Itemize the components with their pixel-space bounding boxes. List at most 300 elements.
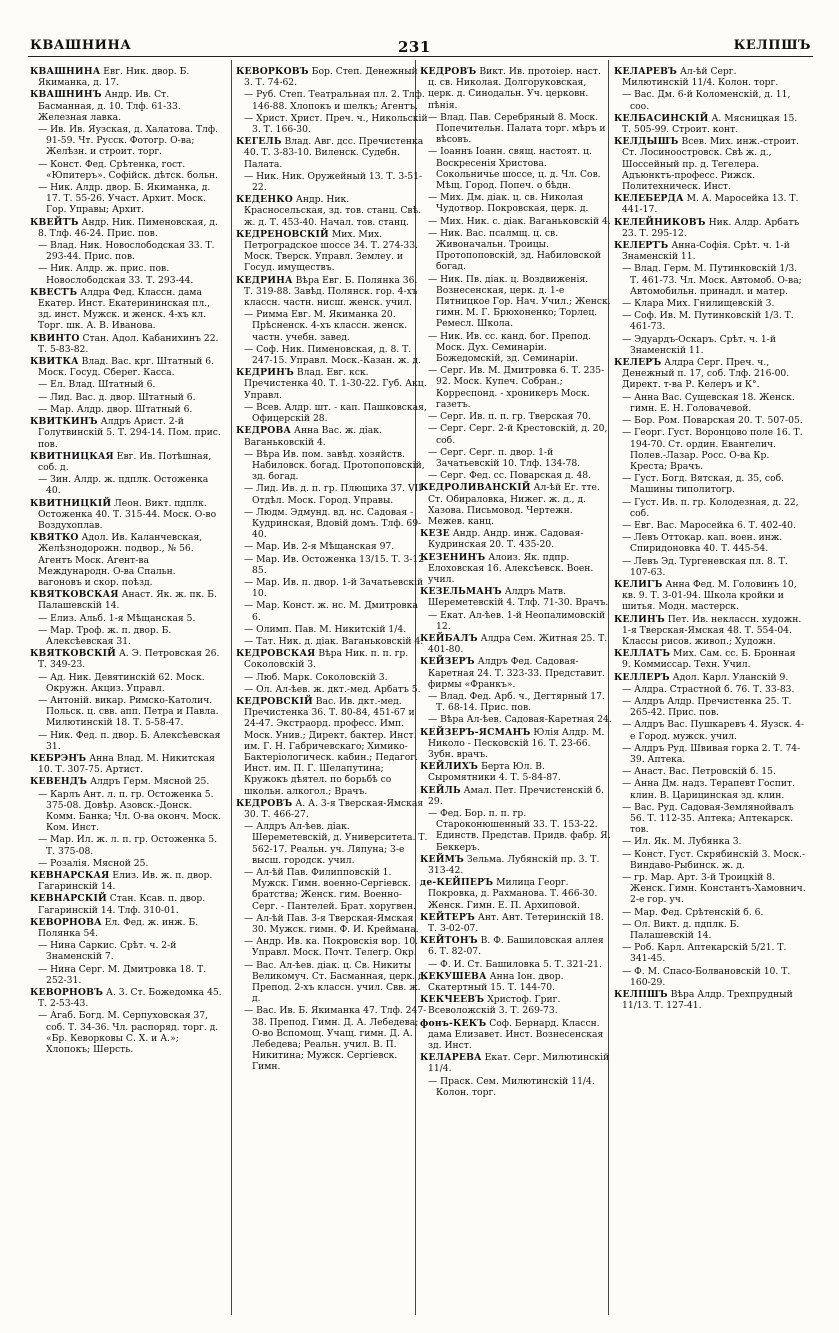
entry-text: Андр. Ник. Пименовская, д. 8. Тлф. 46-24. Прис. пов. xyxy=(38,216,218,239)
sub-entry xyxy=(614,836,806,847)
entry-text: Ант. Ант. Тетеринскій 18. Т. 3-02-07. xyxy=(428,911,604,935)
entry-text: — Іоаннъ Іоанн. свящ. настоят. ц. Воскресенія Христова. Сокольничье шоссе, ц. д. Чл. Сов. Мѣщ. Город. Попеч. о бѣдн. xyxy=(428,146,601,192)
directory-entry xyxy=(236,136,428,170)
sub-entry xyxy=(614,849,806,871)
entry-text: — Ник. Ив. сс. канд. бог. Препод. Моск. Дух. Семинаріи. Божедомскій, зд. Семинаріи. xyxy=(428,330,592,365)
entry-text: М. А. Маросейка 13. Т. 441-17. xyxy=(622,193,799,216)
entry-text: — Мар. Ив. п. двор. 1-й Зачатьевскій 10. xyxy=(244,576,424,600)
entry-text: — Вас. Ал-ѣев. діак. ц. Св. Никиты Великомуч. Ст. Басманная, церк. д. Препод. 2-хъ классн. учил. Свв. ж. д. xyxy=(244,959,427,1005)
entry-text: — Тат. Ник. д. діак. Ваганьковскій 4. xyxy=(244,635,424,647)
entry-text: — Агаб. Богд. М. Серпуховская 37, соб. Т. 34-36. Чл. распоряд. торг. д. «Бр. Кеворковы С. Х. и А.»; Хлопокъ; Шерсть. xyxy=(38,1010,219,1056)
sub-entry xyxy=(236,309,428,343)
entry-text: Алдра Фед. Классн. дама Екатер. Инст. Екатерининская пл., зд. инст. Мужск. и женск. 4-хъ кл. Торг. шк. А. В. Иванова. xyxy=(38,286,211,332)
entry-text: Анна Влад. М. Никитская 10. Т. 307-75. Артист. xyxy=(38,752,215,776)
entry-text: — Влад. Ник. Новослободская 33. Т. 293-44. Прис. пов. xyxy=(38,240,215,263)
entry-surname: КЕГЕЛЬ xyxy=(236,136,282,148)
entry-text: — Густ. Богд. Вятская, д. 35, соб. Машины типолитогр. xyxy=(622,473,785,496)
running-head-left: КВАШНИНА xyxy=(30,38,132,53)
entry-text: Алдръ Матв. Шереметевскій 4. Тлф. 71-30. Врачъ. xyxy=(428,586,609,609)
entry-text: — Серг. Фед. сс. Поварская д. 48. xyxy=(428,470,592,482)
entry-surname: КЕДРОВЪ xyxy=(236,797,293,809)
entry-surname: КЕЙЛИХЪ xyxy=(420,761,479,773)
sub-entry xyxy=(236,344,428,366)
sub-entry xyxy=(614,919,806,941)
entry-surname: КЕДРОВСКАЯ xyxy=(236,648,316,660)
entry-text: — Анна Дм. надз. Терапевт Госпит. клин. В. Царицинская зд. клин. xyxy=(622,778,795,801)
entry-text: — Мар. Фед. Срѣтенскій б. 6. xyxy=(622,906,764,918)
entry-text: Стан. Ксав. п. двор. Гагаринскій 14. Тлф. 310-01. xyxy=(38,893,206,916)
entry-text: Вас. Ив. дкт.-мед. Пречистенка 36. Т. 80-84, 451-67 и 24-47. Экстраорд. професс. Имп. Моск. Унив.; Директ. бактер. Инст. им. Г. Н. Габричевскаго; Химико-Бактеріологическ. кабин.; Педагог. Инст. им. П. Г. Шелапутина; Кружокъ дѣятел. по борьбѣ со школьн. алкогол.; Врачъ. xyxy=(244,695,418,797)
sub-entry xyxy=(614,298,806,309)
directory-entry xyxy=(30,870,222,892)
sub-entry xyxy=(30,263,222,285)
entry-surname: КЕВОРКОВЪ xyxy=(236,66,309,77)
entry-text: — Ив. Ив. Яузская, д. Халатова. Тлф. 91-59. Чт. Русск. Фотогр. О-ва; Желѣзн. и строит. торг. xyxy=(38,124,219,158)
entry-text: Зельма. Лубянскій пр. 3. Т. 313-42. xyxy=(428,853,600,877)
entry-text: — Нина Серг. М. Дмитровка 18. Т. 252-31. xyxy=(38,963,207,986)
entry-surname: КЕБРЭНЪ xyxy=(30,752,87,764)
entry-surname: КЕЛИНЪ xyxy=(614,613,665,625)
directory-entry xyxy=(30,89,222,123)
sub-entry xyxy=(420,331,612,365)
entry-text: — Мар. Ив. Остоженка 13/15. Т. 3-12-85. xyxy=(244,553,428,576)
entry-text: Андр. Андр. инж. Садовая-Кудринская 20. Т. 435-20. xyxy=(428,528,584,551)
entry-text: Влад. Вас. крг. Штатный 6. Моск. Госуд. Сберег. Касса. xyxy=(38,356,215,379)
entry-surname: КЕЗЕНИНЪ xyxy=(420,551,486,563)
directory-entry xyxy=(30,416,222,450)
running-head-right: КЕЛПШЪ xyxy=(733,38,811,53)
entry-text: Леон. Викт. пдплк. Остоженка 40. Т. 315-44. Моск. О-во Воздухоплав. xyxy=(38,497,217,531)
entry-surname: КЕЙТОНЪ xyxy=(420,935,478,947)
entry-text: Адол. Карл. Уланскій 9. xyxy=(669,671,789,683)
directory-entry xyxy=(30,917,222,939)
entry-text: — гр. Мар. Арт. 3-й Троицкій 8. Женск. Гимн. Константъ-Хамовнич. 2-е гор. уч. xyxy=(622,872,806,906)
entry-text: — Вас. Руд. Садовая-Землянойвалъ 56. Т. 112-35. Аптека; Аптекарск. тов. xyxy=(622,801,794,836)
sub-entry xyxy=(614,696,806,718)
entry-text: — Праск. Сем. Милютинскій 11/4. Колон. торг. xyxy=(428,1075,595,1098)
entry-text: — Ник. Пв. діак. ц. Воздвиженія. Вознесенская, церк. д. 1-е Пятницкое Гор. Нач. Учил.; Женск. гимн. М. Г. Брюхоненко; Торлец. Ремесл. Школа. xyxy=(428,273,611,330)
entry-text: — Влад. Фед. Арб. ч., Дегтярный 17. Т. 68-14. Прис. пов. xyxy=(428,690,605,714)
entry-surname: КВАШНИНА xyxy=(30,66,101,77)
entry-text: — Мих. Ник. с. діак. Ваганьковскій 4. xyxy=(428,215,611,227)
entry-text: Влад. Евг. кск. Пречистенка 40. Т. 1-30-22. Губ. Акц. Управл. xyxy=(244,367,427,401)
sub-entry xyxy=(614,427,806,472)
directory-entry xyxy=(420,971,612,993)
entry-surname: КЕДРОВА xyxy=(236,425,292,437)
sub-entry xyxy=(420,808,612,853)
directory-entry xyxy=(420,935,612,957)
sub-entry xyxy=(30,474,222,496)
directory-entry xyxy=(236,229,428,274)
sub-entry xyxy=(420,610,612,632)
entry-text: Амал. Пет. Пречистенскій б. 29. xyxy=(428,784,604,807)
sub-entry xyxy=(420,146,612,191)
entry-text: Берта Юл. В. Сыромятники 4. Т. 5-84-87. xyxy=(428,761,561,784)
sub-entry xyxy=(614,520,806,531)
entry-text: — Нина Саркис. Срѣт. ч. 2-й Знаменскій 7. xyxy=(38,940,177,963)
sub-entry xyxy=(420,959,612,970)
entry-text: Евг. Ник. двор. Б. Якиманка, д. 17. xyxy=(38,66,190,89)
entry-surname: КЕЙЗЕРЪ-ЯСМАНЪ xyxy=(420,726,531,738)
entry-surname: КВЯТКОВСКАЯ xyxy=(30,589,119,601)
entry-text: — Анаст. Вас. Петровскій б. 15. xyxy=(622,766,776,778)
entry-text: Вѣра Алдр. Трехпрудный 11/13. Т. 127-41. xyxy=(622,989,793,1012)
directory-entry xyxy=(420,656,612,690)
sub-entry xyxy=(614,497,806,519)
entry-text: Соф. Бернард. Классн. дама Елизавет. Инст. Вознесенская зд. Инст. xyxy=(428,1017,604,1052)
entry-text: Бор. Степ. Денежный 3. Т. 74-62. xyxy=(244,66,418,89)
sub-entry xyxy=(420,365,612,410)
entry-surname: КЕЛДЫШЪ xyxy=(614,136,679,148)
entry-text: — Алдръ Вас. Пушкаревъ 4. Яузск. 4-е Город. мужск. учил. xyxy=(622,719,805,742)
sub-entry xyxy=(236,171,428,193)
entry-text: — Ил. Як. М. Лубянка 3. xyxy=(622,836,742,848)
sub-entry xyxy=(236,684,428,695)
entry-text: — Левъ Оттокар. кап. воен. инж. Спиридоновка 40. Т. 445-54. xyxy=(622,532,783,555)
entry-surname: КЕВНАРСКАЯ xyxy=(30,870,110,882)
entry-surname: КЕЙТЕРЪ xyxy=(420,911,475,923)
directory-entry xyxy=(614,217,806,239)
sub-entry xyxy=(614,532,806,554)
entry-text: — Мар. Троф. ж. п. двор. Б. Алексѣевская 31. xyxy=(38,624,172,647)
sub-entry xyxy=(614,263,806,297)
sub-entry xyxy=(614,334,806,356)
sub-entry xyxy=(236,1005,428,1072)
entry-text: — Ел. Влад. Штатный 6. xyxy=(38,379,156,391)
directory-entry xyxy=(420,912,612,934)
entry-text: Алдръ Герм. Мясной 25. xyxy=(87,776,210,788)
column-2 xyxy=(236,66,428,1321)
directory-entry xyxy=(614,672,806,683)
directory-entry xyxy=(614,579,806,613)
entry-text: Адол. Ив. Каланчевская, Желѣзнодорожн. подвор., № 56. Агентъ Моск. Агент-ва Международн. О-ва Спальн. вагоновъ и скор. поѣзд. xyxy=(38,532,203,588)
directory-entry xyxy=(30,356,222,378)
directory-entry xyxy=(420,994,612,1016)
directory-entry xyxy=(614,113,806,135)
entry-text: — Алдръ Руд. Швивая горка 2. Т. 74-39. Аптека. xyxy=(622,742,801,765)
entry-text: Ел. Фед. ж. инж. Б. Полянка 54. xyxy=(38,916,199,940)
directory-entry xyxy=(236,696,428,797)
entry-text: — Андр. Ив. ка. Покровскія вор. 10. Управл. Моск. Почт. Телегр. Окр. xyxy=(244,936,419,959)
entry-surname: КЕЛЕРЪ xyxy=(614,357,662,369)
directory-entry xyxy=(614,136,806,192)
sub-entry xyxy=(420,228,612,273)
sub-entry xyxy=(614,942,806,964)
entry-surname: КВИНТО xyxy=(30,332,80,344)
entry-text: Викт. Ив. протоіер. наст. ц. св. Николая. Долгоруковская, церк. д. Синодальн. Уч. церковн. пѣнія. xyxy=(428,66,601,111)
sub-entry xyxy=(614,556,806,578)
entry-text: Христоф. Григ. Всеволожскій 3. Т. 269-73. xyxy=(428,994,561,1017)
sub-entry xyxy=(236,624,428,635)
sub-entry xyxy=(236,936,428,958)
entry-surname: КЕКУШЕВА xyxy=(420,970,487,982)
entry-surname: КЕДРЕНОВСКІЙ xyxy=(236,228,329,240)
directory-entry xyxy=(30,333,222,355)
entry-text: — Алдръ Алдр. Пречистенка 25. Т. 265-42. Прис. пов. xyxy=(622,695,792,719)
sub-entry xyxy=(30,240,222,262)
sub-entry xyxy=(236,402,428,424)
entry-text: В. Ф. Башиловская аллея 6. Т. 82-07. xyxy=(428,935,604,958)
directory-entry xyxy=(30,451,222,473)
entry-surname: КЕЛЕРТЪ xyxy=(614,240,669,252)
sub-entry xyxy=(614,684,806,695)
sub-entry xyxy=(30,392,222,403)
entry-surname: КЕДРИНА xyxy=(236,274,293,286)
sub-entry xyxy=(614,802,806,836)
entry-text: — Серг. Серг. п. двор. 1-й Зачатьевскій 10. Тлф. 134-78. xyxy=(428,446,581,469)
sub-entry xyxy=(420,691,612,713)
entry-text: — Екат. Ал-ѣев. 1-й Неопалимовскій 12. xyxy=(428,609,606,632)
entry-text: — Ник. Ник. Оружейный 13. Т. 3-51-22. xyxy=(244,170,423,194)
column-4 xyxy=(614,66,806,1321)
entry-text: — Конст. Фед. Срѣтенка, гост. «Юпитеръ». Софійск. дѣтск. больн. xyxy=(38,158,219,181)
entry-surname: КВЕСТЪ xyxy=(30,286,78,298)
directory-entry xyxy=(420,854,612,876)
sub-entry xyxy=(614,392,806,414)
sub-entry xyxy=(614,966,806,988)
directory-entry xyxy=(614,614,806,648)
entry-surname: фонъ-КЕКЪ xyxy=(420,1017,487,1029)
entry-text: Вѣра Евг. Б. Полянка 36. Т. 319-88. Завѣд. Полянск. гор. 4-хъ классн. частн. нисш. женск. учил. xyxy=(244,274,418,309)
entry-text: — Мар. Ив. 2-я Мѣщанская 97. xyxy=(244,541,395,553)
entry-text: — Руб. Степ. Театральная пл. 2. Тлф. 146-88. Хлопокъ и шелкъ; Агентъ. xyxy=(244,89,425,112)
sub-entry xyxy=(30,858,222,869)
entry-text: — Клара Мих. Гнилищевскій 3. xyxy=(622,298,775,310)
sub-entry xyxy=(30,124,222,158)
entry-surname: КЕЛЛАТЪ xyxy=(614,648,671,660)
sub-entry xyxy=(236,507,428,541)
sub-entry xyxy=(30,379,222,390)
entry-surname: КЕЙБАЛЪ xyxy=(420,632,478,644)
entry-text: — Серг. Ив. п. п. гр. Тверская 70. xyxy=(428,411,591,423)
entry-surname: КЕДРОЛИВАНСКІЙ xyxy=(420,482,531,494)
entry-text: — Мар. Алдр. двор. Штатный 6. xyxy=(38,403,193,415)
sub-entry xyxy=(30,625,222,647)
sub-entry xyxy=(236,113,428,135)
entry-text: Всев. Мих. инж.-строит. Ст. Лосиноостровск. Свѣ ж. д., Шоссейный пр. д. Тегелера. Адъюнктъ-професс. Рижск. Политехническ. Инст. xyxy=(622,136,799,193)
sub-entry xyxy=(236,541,428,552)
directory-entry xyxy=(30,66,222,88)
entry-text: Стан. Адол. Кабанихинъ 22. Т. 5-83-82. xyxy=(38,332,219,355)
entry-text: — Анна Вас. Сущевская 18. Женск. гимн. Е. Н. Головачевой. xyxy=(622,391,795,414)
sub-entry xyxy=(236,913,428,935)
directory-entry xyxy=(420,482,612,527)
entry-text: — Ф. М. Спасо-Болвановскій 10. Т. 160-29. xyxy=(622,965,791,988)
directory-entry xyxy=(614,648,806,670)
entry-text: — Конст. Густ. Скрябинскій 3. Моск.-Виндаво-Рыбинск. ж. д. xyxy=(622,848,806,871)
sub-entry xyxy=(420,192,612,214)
directory-entry xyxy=(420,1052,612,1074)
directory-entry xyxy=(614,240,806,262)
directory-entry xyxy=(420,761,612,783)
entry-surname: КЕЛЕЙНИКОВЪ xyxy=(614,216,706,228)
directory-entry xyxy=(236,367,428,401)
entry-text: Анна-Софія. Срѣт. ч. 1-й Знаменскій 11. xyxy=(622,240,790,263)
entry-text: — Роб. Карл. Аптекарскій 5/21. Т. 341-45. xyxy=(622,942,787,965)
entry-text: Андр. Ник. Красносельская, зд. тов. станц. Свѣ. ж. д. Т. 453-40. Начал. тов. станц. xyxy=(244,194,422,228)
entry-text: Алдръ Арист. 2-й Голутвинскій 5. Т. 294-14. Пом. прис. пов. xyxy=(38,416,221,450)
directory-entry xyxy=(236,275,428,309)
entry-text: — Бор. Ром. Поварская 20. Т. 507-05. xyxy=(622,415,803,427)
sub-entry xyxy=(614,719,806,741)
sub-entry xyxy=(420,112,612,146)
sub-entry xyxy=(236,960,428,1005)
entry-text: — Алдра. Страстной б. 76. Т. 33-83. xyxy=(622,683,795,695)
sub-entry xyxy=(420,447,612,469)
entry-surname: КЕЛИГЪ xyxy=(614,578,663,590)
entry-surname: КЕВНАРСКІЙ xyxy=(30,893,107,905)
directory-entry xyxy=(30,987,222,1009)
entry-text: — Мар. Ил. ж. л. п. гр. Остоженка 5. Т. 375-08. xyxy=(38,834,218,857)
directory-entry xyxy=(236,425,428,447)
entry-surname: КВАШНИНЪ xyxy=(30,89,102,101)
directory-entry xyxy=(30,776,222,787)
entry-text: Елиз. Ив. ж. п. двор. Гагаринскій 14. xyxy=(38,870,213,893)
entry-text: — Вас. Ив. Б. Якиманка 47. Тлф. 247-38. Препод. Гимн. Д. А. Лебедева; О-во Вспомощ. Учащ. гимн. Д. А. Лебедева; Реальн. учил. В. П. Никитина; Мужск. Сергіевск. Гимн. xyxy=(244,1005,427,1073)
entry-surname: КВЯТКО xyxy=(30,532,79,544)
entry-text: — Олимп. Пав. М. Никитскій 1/4. xyxy=(244,623,407,635)
entry-text: — Ник. Вас. псалмщ. ц. св. Живоначальн. Троицы. Протопоповскій, зд. Набиловской богад. xyxy=(428,227,602,273)
entry-text: — Эдуардъ-Оскаръ. Срѣт. ч. 1-й Знаменскій 11. xyxy=(622,333,776,356)
entry-text: — Левъ Эд. Тургеневская пл. 8. Т. 107-63. xyxy=(622,555,788,578)
sub-entry xyxy=(30,159,222,181)
entry-text: Анна Вас. ж. діак. Ваганьковскій 4. xyxy=(244,425,382,448)
entry-text: — Людм. Эдмунд. вд. нс. Садовая - Кудринская, Вдовій домъ. Тлф. 69-40. xyxy=(244,506,422,541)
page-number: 231 xyxy=(398,38,431,56)
entry-surname: КЕДЕНКО xyxy=(236,194,293,206)
entry-text: — Лид. Вас. д. двор. Штатный 6. xyxy=(38,391,196,403)
directory-entry xyxy=(614,989,806,1011)
entry-text: Милица Георг. Покровка, д. Рахманова. Т. 466-30. Женск. Гимн. Е. П. Архиповой. xyxy=(428,877,598,911)
entry-text: — Римма Евг. М. Якиманка 20. Прѣсненск. 4-хъ классн. женск. частн. учебн. завед. xyxy=(244,309,408,343)
entry-text: — Ник. Алдр. ж. прис. пов. Новослободская 33. Т. 293-44. xyxy=(38,263,194,286)
sub-entry xyxy=(420,274,612,330)
directory-entry xyxy=(614,193,806,215)
entry-text: — Мих. Дм. діак. ц. св. Николая Чудотвор. Покровская, церк. д. xyxy=(428,192,589,215)
entry-text: А. Мясницкая 15. Т. 505-99. Строит. конт. xyxy=(622,112,798,136)
directory-entry xyxy=(420,586,612,608)
directory-entry xyxy=(420,1018,612,1052)
sub-entry xyxy=(30,964,222,986)
sub-entry xyxy=(30,940,222,962)
directory-entry xyxy=(30,532,222,588)
entry-text: — Ал-ѣй Пав. Филипповскій 1. Мужск. Гимн. военно-Сергіевск. братства; Женск. гим. Военно-Серг. - Пантелей. Брат. хоругвен. xyxy=(244,867,416,912)
entry-text: Влад. Авг. дсс. Пречистенка 40. Т. 3-83-10. Виленск. Судебн. Палата. xyxy=(244,136,424,170)
directory-entry xyxy=(420,552,612,586)
sub-entry xyxy=(614,907,806,918)
entry-surname: КВЯТКОВСКІЙ xyxy=(30,648,117,660)
entry-text: Пет. Ив. неклассн. художн. 1-я Тверская-Ямская 48. Т. 554-04. Классы рисов. живоп.; Художн. xyxy=(622,613,802,647)
sub-entry xyxy=(236,867,428,912)
entry-text: — Соф. Ив. М. Путинковскій 1/3. Т. 461-73. xyxy=(622,310,794,333)
entry-text: — Всев. Алдр. шт. - кап. Пашковская, Офицерскій 28. xyxy=(244,401,427,425)
entry-surname: КЕЗЕЛЬМАНЪ xyxy=(420,586,502,598)
entry-text: Алдра Серг. Преч. ч., Денежный п. 17, соб. Тлф. 216-00. Директ. т-ва Р. Келеръ и К°. xyxy=(622,357,790,391)
sub-entry xyxy=(614,766,806,777)
entry-text: — Антоній. викар. Римско-Католич. Польск. ц. свв. апп. Петра и Павла. Милютинскій 18. Т. 5-58-47. xyxy=(38,694,219,729)
entry-surname: КЕЙМЪ xyxy=(420,853,464,865)
entry-surname: КЕЛБАСИНСКІЙ xyxy=(614,112,709,124)
directory-entry xyxy=(614,66,806,88)
entry-text: Анаст. Як. ж. пк. Б. Палашевскій 14. xyxy=(38,589,217,612)
directory-entry xyxy=(420,66,612,111)
directory-entry xyxy=(420,785,612,807)
entry-surname: КВИТКИНЪ xyxy=(30,416,98,428)
sub-entry xyxy=(614,473,806,495)
entry-text: А. Э. Петровская 26. Т. 349-23. xyxy=(38,648,220,671)
column-3 xyxy=(420,66,612,1321)
entry-text: Алдръ Фед. Садовая-Каретная 24. Т. 323-33. Представит. фирмы «Франкъ». xyxy=(428,656,605,690)
sub-entry xyxy=(420,1076,612,1098)
sub-entry xyxy=(30,789,222,834)
sub-entry xyxy=(30,730,222,752)
entry-surname: КЕКЧЕЕВЪ xyxy=(420,994,485,1006)
entry-text: — Серг. Ив. М. Дмитровка 6. Т. 235-92. Моск. Купеч. Собран.; Корреспонд. - хроникеръ Моск. газетъ. xyxy=(428,365,605,410)
directory-entry xyxy=(420,727,612,761)
entry-text: — Вѣра Ив. пом. завѣд. хозяйств. Набиловск. богад. Протопоповскій, зд. богад. xyxy=(244,448,425,483)
sub-entry xyxy=(236,89,428,111)
entry-text: Юлія Алдр. М. Николо - Песковскій 16. Т. 23-66. Зубн. врачъ. xyxy=(428,726,605,760)
entry-text: — Карлъ Ант. л. п. гр. Остоженка 5. 375-08. Довѣр. Азовск.-Донск. Комм. Банка; Чл. О-ва оконч. Моск. Ком. Инст. xyxy=(38,788,221,834)
entry-surname: КЕВОРНОВА xyxy=(30,916,102,928)
column-1 xyxy=(30,66,222,1321)
sub-entry xyxy=(236,577,428,599)
entry-text: Екат. Серг. Милютинскій 11/4. xyxy=(428,1052,610,1075)
entry-text: — Ол. Викт. д. пдплк. Б. Палашевскій 14. xyxy=(622,918,740,942)
entry-surname: КВИТКА xyxy=(30,356,79,368)
entry-surname: КВИТНИЦКІЙ xyxy=(30,497,112,509)
entry-text: — Евг. Вас. Маросейка 6. Т. 402-40. xyxy=(622,519,796,531)
entry-surname: КЕДРОВЪ xyxy=(420,66,477,77)
sub-entry xyxy=(614,310,806,332)
entry-text: Евг. Ив. Потѣшная, соб. д. xyxy=(38,450,212,473)
sub-entry xyxy=(236,672,428,683)
entry-surname: КЕЗЕ xyxy=(420,528,450,540)
entry-text: Ал-ѣй Ег. тте. Ст. Обираловка, Нижег. ж. д., д. Хазова. Письмовод. Чертежн. Межев. канц. xyxy=(428,482,600,527)
sub-entry xyxy=(614,872,806,906)
entry-text: — Ф. И. Ст. Башиловка 5. Т. 321-21. xyxy=(428,958,602,970)
entry-text: — Ник. Фед. п. двор. Б. Алексѣевская 31. xyxy=(38,729,221,752)
sub-entry xyxy=(236,600,428,622)
sub-entry xyxy=(420,411,612,422)
directory-entry xyxy=(30,498,222,532)
sub-entry xyxy=(614,778,806,800)
entry-surname: КВИТНИЦКАЯ xyxy=(30,450,114,462)
sub-entry xyxy=(30,613,222,624)
entry-text: — Густ. Ив. п. гр. Колодезная, д. 22, соб. xyxy=(622,496,799,519)
header-rule xyxy=(28,56,813,57)
sub-entry xyxy=(30,404,222,415)
column-divider xyxy=(231,60,232,1315)
sub-entry xyxy=(236,821,428,866)
sub-entry xyxy=(30,672,222,694)
directory-entry xyxy=(30,589,222,611)
sub-entry xyxy=(420,714,612,725)
directory-entry xyxy=(236,648,428,670)
entry-text: Ник. Алдр. Арбатъ 23. Т. 295-12. xyxy=(622,216,800,239)
entry-surname: КЕЛАРЕВА xyxy=(420,1052,482,1064)
sub-entry xyxy=(236,483,428,505)
directory-entry xyxy=(236,798,428,820)
entry-text: Ал-ѣй Серг. Милютинскій 11/4. Колон. торг. xyxy=(622,66,779,89)
entry-text: — Ал-ѣй Пав. 3-я Тверская-Ямская 30. Мужск. гимн. Ф. И. Креймана. xyxy=(244,912,419,936)
entry-text: — Алдръ Ал-ѣев. діак. Шереметевскій, д. Университета. Т. 562-17. Реальн. уч. Ляпуна; 3-е высш. городск. учил. xyxy=(244,821,428,866)
entry-text: — Георг. Густ. Воронцово поле 16. Т. 194-70. Ст. ордин. Евангелич. Полев.-Лазар. Росс. О-ва Кр. Креста; Врачъ. xyxy=(622,427,803,472)
directory-entry xyxy=(30,893,222,915)
sub-entry xyxy=(420,470,612,481)
directory-entry xyxy=(30,217,222,239)
entry-text: — Ад. Ник. Девятинскій 62. Моск. Окружн. Акциз. Управл. xyxy=(38,671,205,694)
